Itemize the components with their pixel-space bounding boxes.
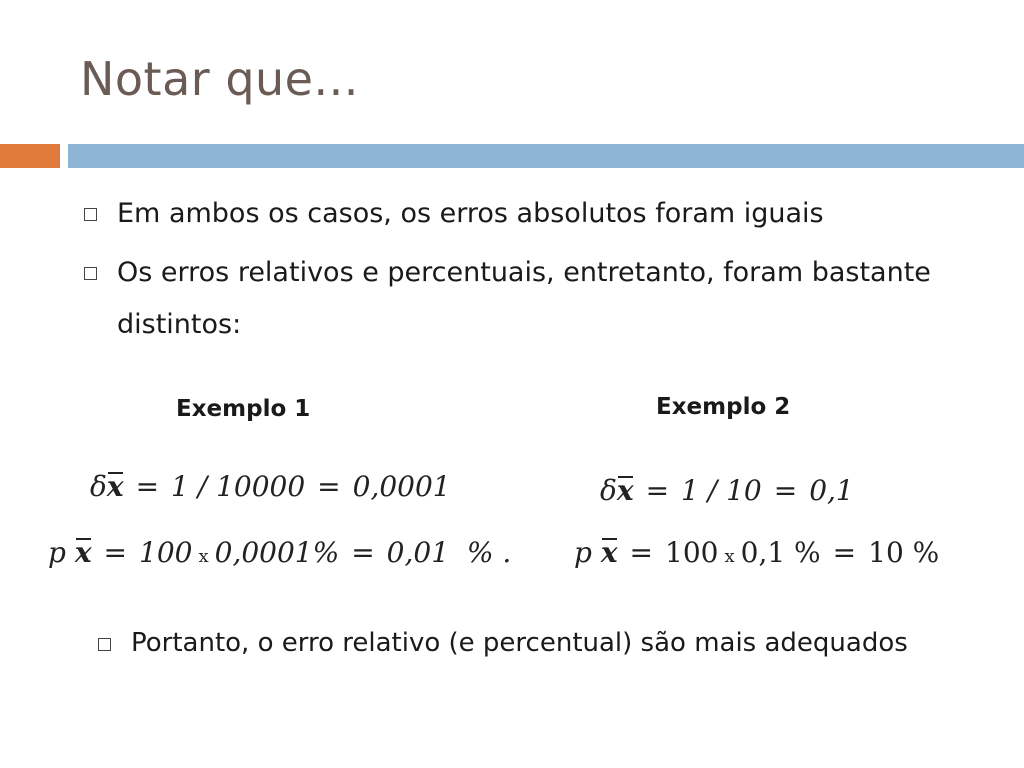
equals-sign: = (103, 536, 128, 569)
example-1-percent-error-formula (48, 536, 511, 569)
multiply-sign: x (724, 546, 735, 567)
slide-title: Notar que... (80, 52, 359, 106)
conclusion-bullet (98, 624, 918, 662)
example-2-relative-error-formula (600, 474, 854, 507)
x-bar-symbol: x (106, 470, 124, 503)
x-bar-symbol: x (616, 474, 634, 507)
formula-term: 1 / 10 (681, 474, 762, 507)
formula-result: 0,01 % . (386, 536, 512, 569)
bullet-text: Os erros relativos e percentuais, entretanto, foram bastante distintos: (117, 257, 931, 340)
accent-bar-blue (68, 144, 1024, 168)
x-bar-symbol: x (600, 536, 618, 569)
p-symbol: p (48, 536, 66, 569)
formula-term: 0,1 % (740, 536, 821, 569)
example-2-label: Exemplo 2 (656, 394, 791, 420)
equals-sign: = (773, 474, 798, 507)
multiply-sign: x (198, 546, 209, 567)
example-1-label: Exemplo 1 (176, 396, 311, 422)
x-bar-symbol: x (74, 536, 92, 569)
equals-sign: = (317, 470, 341, 503)
square-bullet-icon (84, 267, 97, 280)
formula-term: 100 (139, 536, 193, 569)
square-bullet-icon (84, 208, 97, 221)
delta-symbol: δ (90, 470, 107, 503)
bullet-item (84, 247, 984, 351)
accent-bar-orange (0, 144, 60, 168)
equals-sign: = (351, 536, 375, 569)
formula-result: 10 % (868, 536, 940, 569)
bullet-text: Em ambos os casos, os erros absolutos foram iguais (117, 198, 824, 229)
delta-symbol: δ (600, 474, 617, 507)
formula-term: 0,0001% (214, 536, 340, 569)
equals-sign: = (629, 536, 654, 569)
formula-term: 1 / 10000 (171, 470, 306, 503)
example-2-percent-error-formula (574, 536, 939, 569)
equals-sign: = (645, 474, 670, 507)
formula-result: 0,0001 (352, 470, 451, 503)
example-1-relative-error-formula (90, 470, 451, 503)
formula-term: 100 (665, 536, 719, 569)
formula-result: 0,1 (809, 474, 854, 507)
conclusion-text: Portanto, o erro relativo (e percentual) são mais adequados (131, 628, 908, 658)
bullet-item (84, 188, 824, 240)
p-symbol: p (574, 536, 592, 569)
equals-sign: = (135, 470, 160, 503)
square-bullet-icon (98, 638, 111, 651)
equals-sign: = (832, 536, 857, 569)
